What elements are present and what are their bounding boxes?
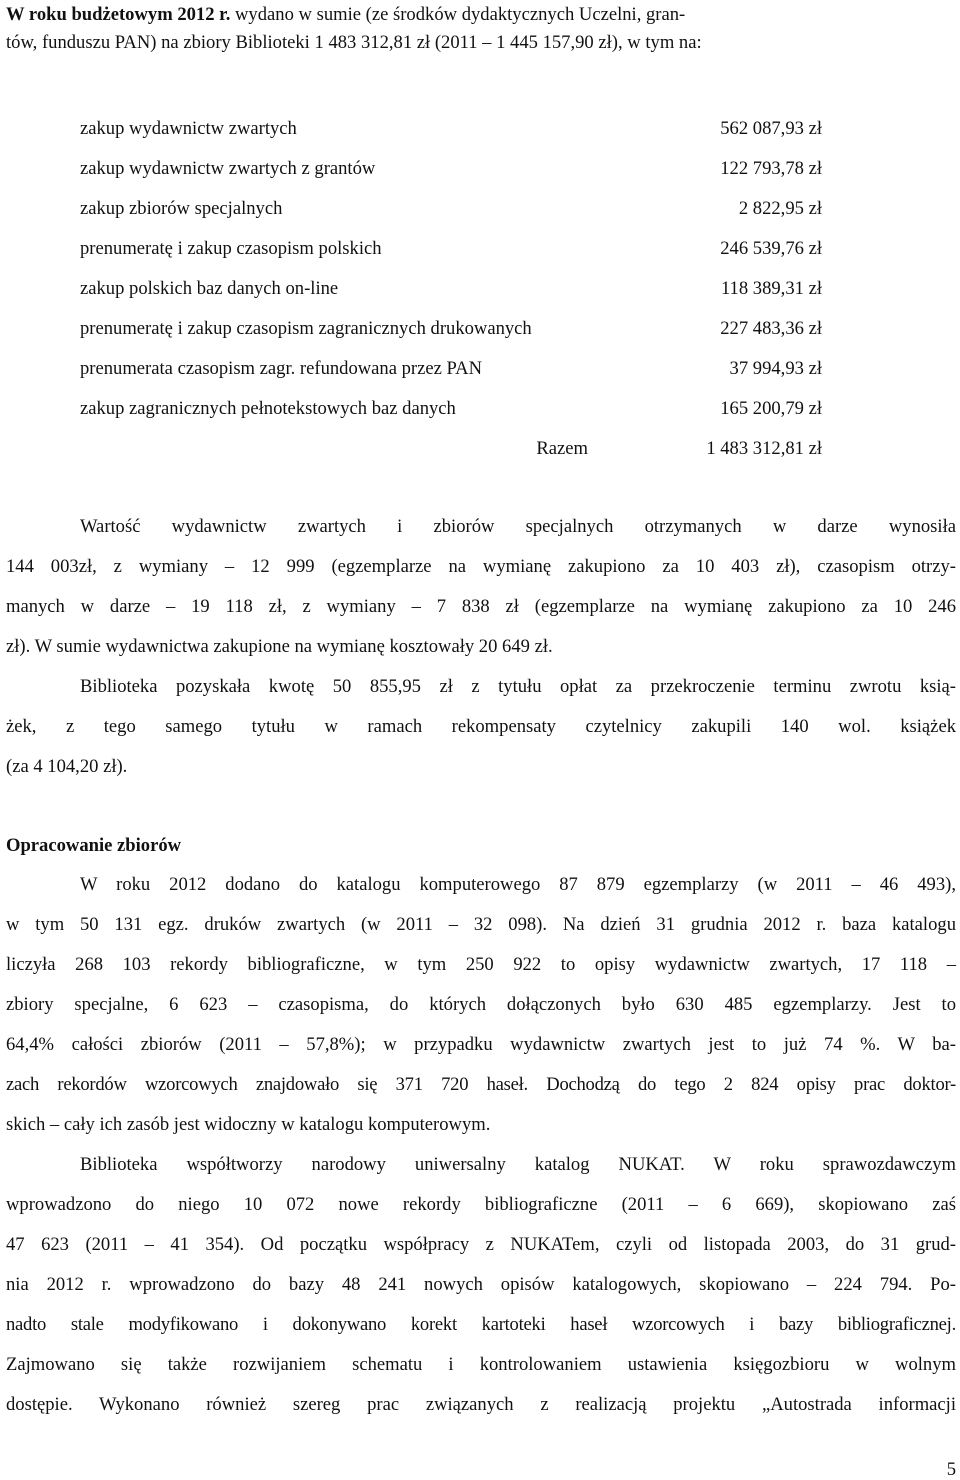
expense-row [80,115,822,155]
expense-value: 37 994,93 zł [729,358,822,379]
paragraph-line: w tym 50 131 egz. druków zwartych (w 2011 – 32 098). Na dzień 31 grudnia 2012 r. baza katalogu [6,914,956,935]
expense-row [80,155,822,195]
expense-row [80,315,822,355]
paragraph-line: 144 003zł, z wymiany – 12 999 (egzemplarze na wymianę zakupiono za 10 403 zł), czasopism otrzy- [6,556,956,577]
expense-row [80,275,822,315]
paragraph-line: dostępie. Wykonano również szereg prac związanych z realizacją projektu „Autostrada informacji [6,1394,956,1415]
paragraph-line: manych w darze – 19 118 zł, z wymiany – 7 838 zł (egzemplarze na wymianę zakupiono za 10 246 [6,596,956,617]
paragraph-line: 47 623 (2011 – 41 354). Od początku współpracy z NUKATem, czyli od listopada 2003, do 31 grud- [6,1234,956,1255]
cataloguing-paragraph [6,871,956,1151]
expenses-table [80,115,822,475]
expense-total-value: 1 483 312,81 zł [706,438,822,459]
expense-label: zakup zbiorów specjalnych [80,198,283,219]
paragraph-line: 64,4% całości zbiorów (2011 – 57,8%); w przypadku wydawnictw zwartych jest to już 74 %. W ba- [6,1034,956,1055]
paragraph-line: Wartość wydawnictw zwartych i zbiorów specjalnych otrzymanych w darze wynosiła [80,516,956,537]
expense-row [80,195,822,235]
paragraph-line: skich – cały ich zasób jest widoczny w katalogu komputerowym. [6,1114,491,1135]
intro-paragraph [6,1,956,57]
paragraph-line: żek, z tego samego tytułu w ramach rekompensaty czytelnicy zakupili 140 wol. książek [6,716,956,737]
expense-label: zakup wydawnictw zwartych z grantów [80,158,376,179]
expense-value: 562 087,93 zł [720,118,822,139]
expense-total-label: Razem [536,438,588,459]
expense-value: 227 483,36 zł [720,318,822,339]
fees-paragraph [6,673,956,793]
paragraph-line: Biblioteka pozyskała kwotę 50 855,95 zł z tytułu opłat za przekroczenie terminu zwrotu ksią- [80,676,956,697]
paragraph-line: (za 4 104,20 zł). [6,756,128,777]
expense-label: zakup wydawnictw zwartych [80,118,297,139]
paragraph-line: liczyła 268 103 rekordy bibliograficzne, w tym 250 922 to opisy wydawnictw zwartych, 17 118 – [6,954,956,975]
paragraph-line: wprowadzono do niego 10 072 nowe rekordy bibliograficzne (2011 – 6 669), skopiowano zaś [6,1194,956,1215]
expense-value: 165 200,79 zł [720,398,822,419]
paragraph-line: zach rekordów wzorcowych znajdowało się 371 720 haseł. Dochodzą do tego 2 824 opisy prac doktor- [6,1074,956,1095]
expense-value: 246 539,76 zł [720,238,822,259]
expense-value: 122 793,78 zł [720,158,822,179]
expense-row [80,355,822,395]
expense-label: zakup polskich baz danych on-line [80,278,339,299]
expense-total-row [80,435,822,475]
section-heading: Opracowanie zbiorów [6,835,182,856]
expense-label: prenumeratę i zakup czasopism polskich [80,238,382,259]
expense-row [80,235,822,275]
nukat-paragraph [6,1151,956,1431]
expense-label: zakup zagranicznych pełnotekstowych baz danych [80,398,456,419]
paragraph-line: zbiory specjalne, 6 623 – czasopisma, do których dołączonych było 630 485 egzemplarzy. Jest to [6,994,956,1015]
paragraph-line: Zajmowano się także rozwijaniem schematu i kontrolowaniem ustawienia księgozbioru w wolnym [6,1354,956,1375]
paragraph-line: W roku 2012 dodano do katalogu komputerowego 87 879 egzemplarzy (w 2011 – 46 493), [80,874,956,895]
expense-label: prenumerata czasopism zagr. refundowana przez PAN [80,358,483,379]
expense-row [80,395,822,435]
paragraph-line: zł). W sumie wydawnictwa zakupione na wymianę kosztowały 20 649 zł. [6,636,553,657]
gifts-paragraph [6,513,956,673]
expense-value: 2 822,95 zł [738,198,822,219]
intro-line-1-rest: wydano w sumie (ze środków dydaktycznych Uczelni, gran- [230,4,686,25]
intro-bold-lead: W roku budżetowym 2012 r. [6,4,231,25]
paragraph-line: nia 2012 r. wprowadzono do bazy 48 241 nowych opisów katalogowych, skopiowano – 224 794. Po- [6,1274,956,1295]
intro-line-1 [6,1,956,29]
paragraph-line: Biblioteka współtworzy narodowy uniwersalny katalog NUKAT. W roku sprawozdawczym [80,1154,956,1175]
expense-value: 118 389,31 zł [720,278,822,299]
paragraph-line: nadto stale modyfikowano i dokonywano korekt kartoteki haseł wzorcowych i bazy bibliograficznej. [6,1314,956,1335]
expense-label: prenumeratę i zakup czasopism zagranicznych drukowanych [80,318,532,339]
intro-line-2: tów, funduszu PAN) na zbiory Biblioteki 1 483 312,81 zł (2011 – 1 445 157,90 zł), w tym na: [6,32,702,53]
page-number: 5 [946,1459,956,1480]
